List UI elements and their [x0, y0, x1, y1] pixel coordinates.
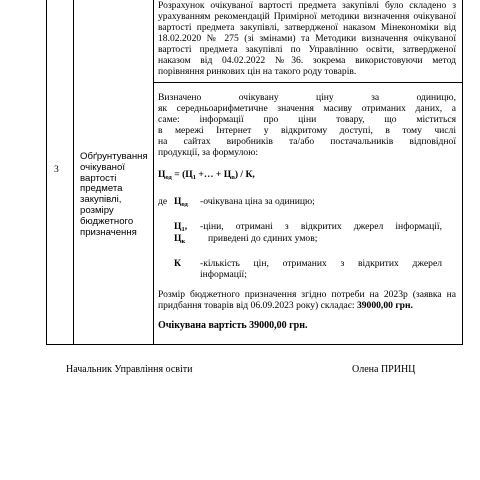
row-title-line: призначення: [80, 226, 137, 238]
legend-symbol-od-main: Ц: [174, 196, 182, 207]
table-border-right: [462, 0, 463, 345]
legend-desc-1-line1: -ціни, отримані з відкритих джерел інформації,: [200, 221, 442, 232]
top-paragraph-line: 18.02.2020 № 275 (зі змінами) та Методики визначення очікуваної: [158, 33, 456, 44]
row-number: 3: [54, 164, 59, 175]
row-title-line: очікуваної: [80, 161, 125, 173]
method-paragraph-line: Визначено очікувану ціну за одиницю,: [158, 92, 456, 103]
method-paragraph-line: продукції, за формулою:: [158, 147, 259, 158]
legend-desc-K-line1: -кількість цін, отриманих з відкритих джерел: [200, 258, 442, 269]
table-border-col2: [153, 0, 154, 345]
legend-symbol-k: [174, 234, 185, 248]
method-paragraph-line: саме: інформації про ціни товару, що міститься: [158, 114, 456, 125]
budget-amount: 39000,00 грн.: [356, 300, 413, 311]
legend-symbol-k-sub: к: [181, 238, 186, 245]
row-title: [80, 152, 150, 238]
legend-symbol-1-sub: 1: [181, 226, 185, 233]
top-paragraph-line: вартості предмета закупівлі, затвердженої наказом Мінекономіки від: [158, 22, 456, 33]
table-border-bottom: [46, 344, 463, 345]
method-paragraph-line: в мережі Інтернет у відкритому доступі, в тому числі: [158, 125, 456, 136]
legend-desc-od: -очікувана ціна за одиницю;: [200, 196, 315, 207]
formula: [158, 170, 456, 184]
formula-end: ) / К,: [234, 169, 255, 180]
method-paragraph-line: на сайтах виробників та/або постачальників відповідної: [158, 136, 456, 147]
legend-desc-K-line2: інформації;: [200, 269, 247, 280]
legend-symbol-k-main: Ц: [174, 233, 182, 244]
top-paragraph-line: порівняння ринкових цін на такого роду товарів.: [158, 66, 357, 77]
top-paragraph-line: Розрахунок очікуваної вартості предмета закупівлі було складено з: [158, 0, 456, 11]
formula-sub1: 1: [192, 174, 196, 181]
budget-line2-prefix: придбання товарів від 06.09.2023 року) складає:: [158, 300, 355, 311]
legend-symbol-K: К: [174, 258, 181, 269]
legend-desc-1-line2: приведені до єдиних умов;: [208, 233, 318, 244]
formula-dots: +… + Ц: [196, 169, 232, 180]
formula-lhs-sub: од: [165, 174, 172, 181]
legend-symbol-1: $Ц_1$,: [174, 221, 188, 233]
top-paragraph-line: наказом від 04.02.2022 №36. зокрема використовуючи метод: [158, 55, 456, 66]
table-border-left: [46, 0, 47, 345]
method-paragraph-line: як середньоарифметичне значення масиву отриманих даних, а: [158, 103, 456, 114]
formula-mid: = (Ц: [171, 169, 193, 180]
row-title-line: бюджетного: [80, 215, 134, 227]
legend-symbol-od-sub: од: [181, 201, 188, 208]
top-paragraph-line: урахуванням рекомендацій Примірної методики визначення очікуваної: [158, 11, 456, 22]
table-border-col1: [73, 0, 74, 345]
top-paragraph-line: вартості предмета закупівлі по Управлінню освіти, затвердженої: [158, 44, 456, 55]
legend-where: де: [158, 196, 168, 207]
row-title-line: розміру: [80, 204, 114, 216]
row-title-line: закупівлі,: [80, 194, 122, 206]
budget-line2: [158, 301, 456, 312]
row-title-line: Обґрунтування: [80, 151, 148, 162]
budget-line1: Розмір бюджетного призначення згідно потреби на 2023р (заявка на: [158, 289, 456, 300]
table-divider-inner: [153, 82, 462, 83]
row-title-line: предмета: [80, 183, 123, 195]
legend-symbol-od: [174, 197, 188, 211]
signature-position: Начальник Управління освіти: [66, 364, 193, 375]
formula-lhs: Ц: [158, 169, 166, 180]
formula-subn: n: [231, 174, 235, 181]
expected-cost: Очікувана вартість 39000,00 грн.: [158, 320, 308, 331]
signature-name: Олена ПРИНЦ: [352, 364, 416, 375]
row-title-line: вартості: [80, 172, 117, 184]
legend-symbol-1-main: Ц: [174, 221, 182, 232]
